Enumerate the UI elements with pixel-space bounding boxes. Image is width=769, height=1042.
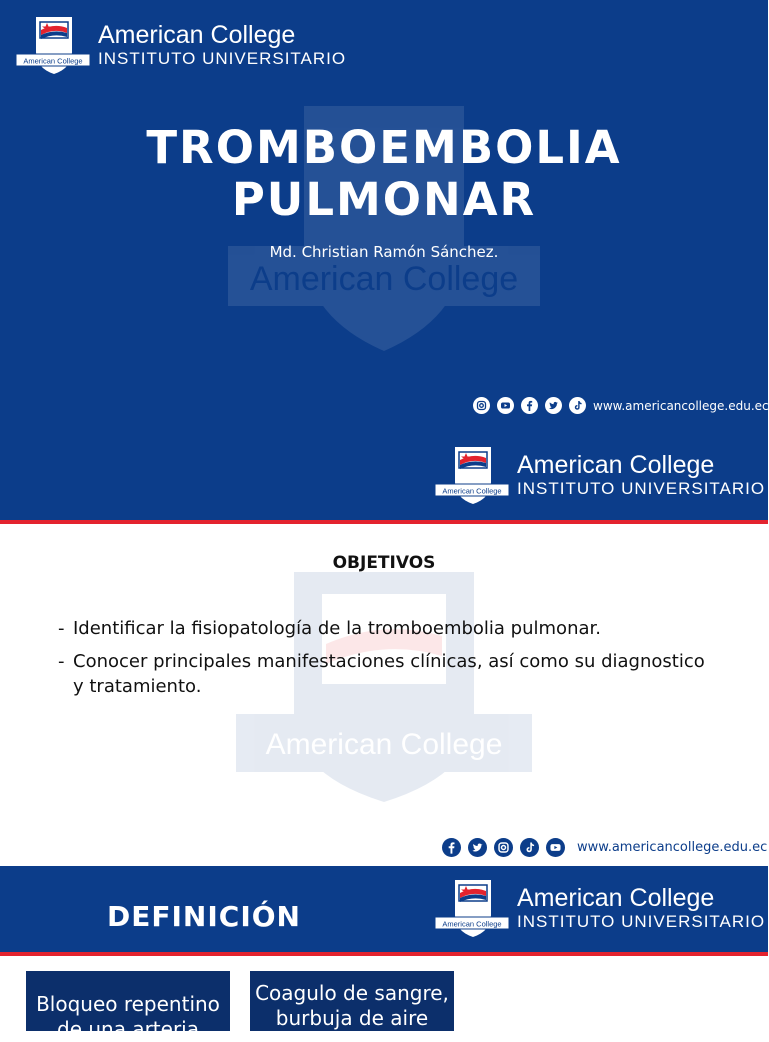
instagram-icon[interactable] xyxy=(473,397,490,414)
tiktok-icon[interactable] xyxy=(569,397,586,414)
tiktok-icon[interactable] xyxy=(520,838,539,857)
objectives-heading: OBJETIVOS xyxy=(332,553,436,573)
instagram-icon[interactable] xyxy=(494,838,513,857)
svg-text:American College: American College xyxy=(23,56,83,66)
youtube-icon[interactable] xyxy=(546,838,565,857)
svg-text:American College: American College xyxy=(442,919,502,929)
brand-name: American College xyxy=(517,883,715,912)
author-name: Md. Christian Ramón Sánchez. xyxy=(269,243,499,261)
social-bar-objectives xyxy=(442,838,767,857)
youtube-icon[interactable] xyxy=(497,397,514,414)
definition-box-text: Coagulo de sangre, burbuja de aire xyxy=(255,981,449,1030)
brand-logo-bottom[interactable] xyxy=(433,444,765,506)
brand-subtitle: INSTITUTO UNIVERSITARIO xyxy=(517,911,766,931)
brand-logo-definition[interactable] xyxy=(433,877,765,939)
objective-text: Identificar la fisiopatología de la tromboembolia pulmonar. xyxy=(73,618,601,639)
brand-subtitle: INSTITUTO UNIVERSITARIO xyxy=(98,48,347,68)
definition-slide xyxy=(0,866,768,1041)
definition-heading: DEFINICIÓN xyxy=(107,900,301,933)
objectives-list xyxy=(58,616,718,707)
svg-text:American College: American College xyxy=(249,260,519,298)
facebook-icon[interactable] xyxy=(442,838,461,857)
crest-icon xyxy=(433,877,511,939)
list-item: - Identificar la fisiopatología de la tromboembolia pulmonar. xyxy=(58,618,601,639)
website-url[interactable]: www.americancollege.edu.ec xyxy=(577,840,768,855)
title-slide xyxy=(0,0,768,520)
social-bar-top xyxy=(473,397,769,414)
svg-text:American College: American College xyxy=(265,728,503,761)
definition-header xyxy=(0,866,768,952)
facebook-icon[interactable] xyxy=(521,397,538,414)
brand-name: American College xyxy=(517,450,715,479)
title-line-2: PULMONAR xyxy=(231,173,537,226)
presentation-title xyxy=(0,122,768,226)
title-line-1: TROMBOEMBOLIA xyxy=(146,121,622,174)
crest-icon xyxy=(433,444,511,506)
website-url[interactable]: www.americancollege.edu.ec xyxy=(593,398,769,413)
definition-box-2 xyxy=(250,971,454,1031)
svg-text:American College: American College xyxy=(442,486,502,496)
list-item: - Conocer principales manifestaciones clínicas, así como su diagnostico y tratamiento. xyxy=(58,651,705,697)
definition-box-text: Bloqueo repentino de una arteria xyxy=(36,992,220,1041)
divider-red xyxy=(0,952,768,956)
twitter-icon[interactable] xyxy=(468,838,487,857)
objective-text: Conocer principales manifestaciones clínicas, así como su diagnostico y tratamiento. xyxy=(73,651,705,697)
brand-name: American College xyxy=(98,20,296,49)
twitter-icon[interactable] xyxy=(545,397,562,414)
brand-subtitle: INSTITUTO UNIVERSITARIO xyxy=(517,478,766,498)
definition-box-1 xyxy=(26,971,230,1041)
objectives-slide xyxy=(0,524,768,866)
brand-logo-top[interactable] xyxy=(14,14,346,76)
crest-icon xyxy=(14,14,92,76)
